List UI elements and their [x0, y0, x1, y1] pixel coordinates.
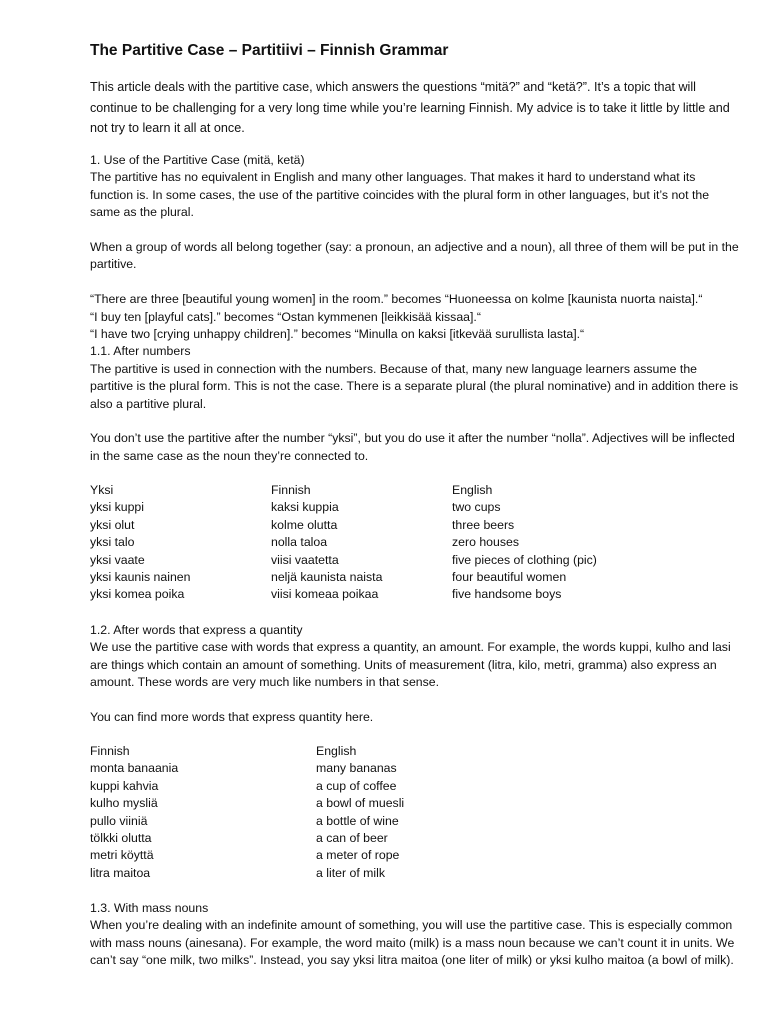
- table-cell: a meter of rope: [316, 848, 400, 863]
- table-cell: yksi olut: [90, 517, 135, 532]
- table-cell: five handsome boys: [452, 587, 562, 602]
- table-cell: tölkki olutta: [90, 830, 152, 845]
- example-2: “I buy ten [playful cats].” becomes “Ostan kymmenen [leikkisää kissaa].“: [90, 309, 481, 324]
- table-row: [90, 569, 702, 586]
- subsection-1-2-paragraph-1: We use the partitive case with words that express a quantity, an amount. For example, the words kuppi, kulho and lasi are things which contain an amount of something. Units of measurement (litra, kilo, metri, gramma) also express an amount. These words are very much like numbers in that sense.: [90, 640, 731, 690]
- table-cell: a can of beer: [316, 830, 388, 845]
- table-cell: monta banaania: [90, 761, 179, 776]
- example-3: “I have two [crying unhappy children].” becomes “Minulla on kaksi [itkevää surullista lasta].“: [90, 327, 585, 342]
- table-row: [90, 830, 566, 847]
- table-row: [90, 534, 702, 551]
- table-cell: a bottle of wine: [316, 813, 399, 828]
- table-header-cell: Finnish: [90, 744, 130, 758]
- table-row: [90, 586, 702, 603]
- subsection-1-2-paragraph-2: You can find more words that express quantity here.: [90, 710, 374, 725]
- page-title: The Partitive Case – Partitiivi – Finnish Grammar: [90, 42, 449, 59]
- table-cell: kolme olutta: [271, 517, 338, 532]
- table-cell: kaksi kuppia: [271, 500, 339, 515]
- table-header-cell: English: [316, 744, 357, 758]
- subsection-1-1-paragraph-2: You don’t use the partitive after the number “yksi”, but you do use it after the number “nolla”. Adjectives will be inflected in the same case as the noun they’re connected to.: [90, 431, 735, 463]
- table-row: [90, 778, 566, 795]
- table-cell: three beers: [452, 517, 515, 532]
- intro-paragraph: This article deals with the partitive case, which answers the questions “mitä?” and “ketä?”. It’s a topic that will continue to be challenging for a very long time while you’re learning Finnish. My advice is to take it little by little and not try to learn it all at once.: [90, 80, 730, 135]
- table-cell: a cup of coffee: [316, 778, 397, 793]
- table-cell: two cups: [452, 500, 501, 515]
- subsection-1-2-heading: 1.2. After words that express a quantity: [90, 623, 303, 637]
- table-header-cell: English: [452, 483, 493, 497]
- table-cell: kuppi kahvia: [90, 778, 159, 793]
- table-row: [90, 847, 566, 864]
- section-1-paragraph-1: The partitive has no equivalent in English and many other languages. That makes it hard to understand what its function is. In some cases, the use of the partitive coincides with the plural form in other languages, but it’s not the same as the plural.: [90, 170, 710, 220]
- table-row: [90, 499, 702, 516]
- table-cell: pullo viiniä: [90, 813, 148, 828]
- table-cell: nolla taloa: [271, 535, 328, 550]
- table-row: [90, 517, 702, 534]
- subsection-1-1-paragraph-1: The partitive is used in connection with the numbers. Because of that, many new language learners assume the partitive is the plural form. This is not the case. There is a separate plural (the plural nominative) and in addition there is also a partitive plural.: [90, 361, 739, 411]
- table-cell: neljä kaunista naista: [271, 569, 383, 584]
- table-cell: zero houses: [452, 535, 519, 550]
- table-header-cell: Yksi: [90, 483, 114, 497]
- section-1-2: [90, 622, 740, 726]
- subsection-1-3-paragraph-1: When you’re dealing with an indefinite amount of something, you will use the partitive case. This is especially common with mass nouns (ainesana). For example, the word maito (milk) is a mass noun because we can’t count it in units. We can’t say “one milk, two milks”. Instead, you say yksi litra maitoa (one liter of milk) or yksi kulho maitoa (a bowl of milk).: [90, 918, 735, 968]
- table-row: [90, 865, 566, 882]
- table-row: [90, 795, 566, 812]
- table-cell: litra maitoa: [90, 865, 151, 880]
- example-1: “There are three [beautiful young women] in the room.” becomes “Huoneessa on kolme [kaunista nuorta naista].“: [90, 292, 703, 307]
- table-row: [90, 760, 566, 777]
- section-1-heading: 1. Use of the Partitive Case (mitä, ketä): [90, 153, 305, 167]
- numbers-table: [90, 482, 702, 604]
- table-cell: metri köyttä: [90, 848, 154, 863]
- table-row: [90, 552, 702, 569]
- table-cell: yksi kaunis nainen: [90, 569, 191, 584]
- quantity-table: [90, 743, 566, 882]
- subsection-1-3-heading: 1.3. With mass nouns: [90, 901, 209, 915]
- table-header-row: [90, 482, 702, 499]
- table-header-cell: Finnish: [271, 483, 311, 497]
- table-cell: yksi kuppi: [90, 500, 144, 515]
- table-cell: many bananas: [316, 761, 397, 776]
- section-1: [90, 152, 740, 465]
- section-1-3: [90, 900, 740, 970]
- table-row: [90, 813, 566, 830]
- subsection-1-1-heading: 1.1. After numbers: [90, 344, 191, 359]
- table-cell: a bowl of muesli: [316, 796, 405, 811]
- table-cell: four beautiful women: [452, 569, 567, 584]
- table-cell: yksi komea poika: [90, 587, 185, 602]
- table-cell: five pieces of clothing (pic): [452, 552, 597, 567]
- table-cell: yksi vaate: [90, 552, 145, 567]
- table-cell: a liter of milk: [316, 865, 386, 880]
- table-cell: kulho mysliä: [90, 796, 158, 811]
- table-cell: yksi talo: [90, 535, 135, 550]
- table-cell: viisi komeaa poikaa: [271, 587, 379, 602]
- table-cell: viisi vaatetta: [271, 552, 339, 567]
- section-1-paragraph-2: When a group of words all belong together (say: a pronoun, an adjective and a noun), all three of them will be put in the partitive.: [90, 240, 739, 272]
- table-header-row: [90, 743, 566, 760]
